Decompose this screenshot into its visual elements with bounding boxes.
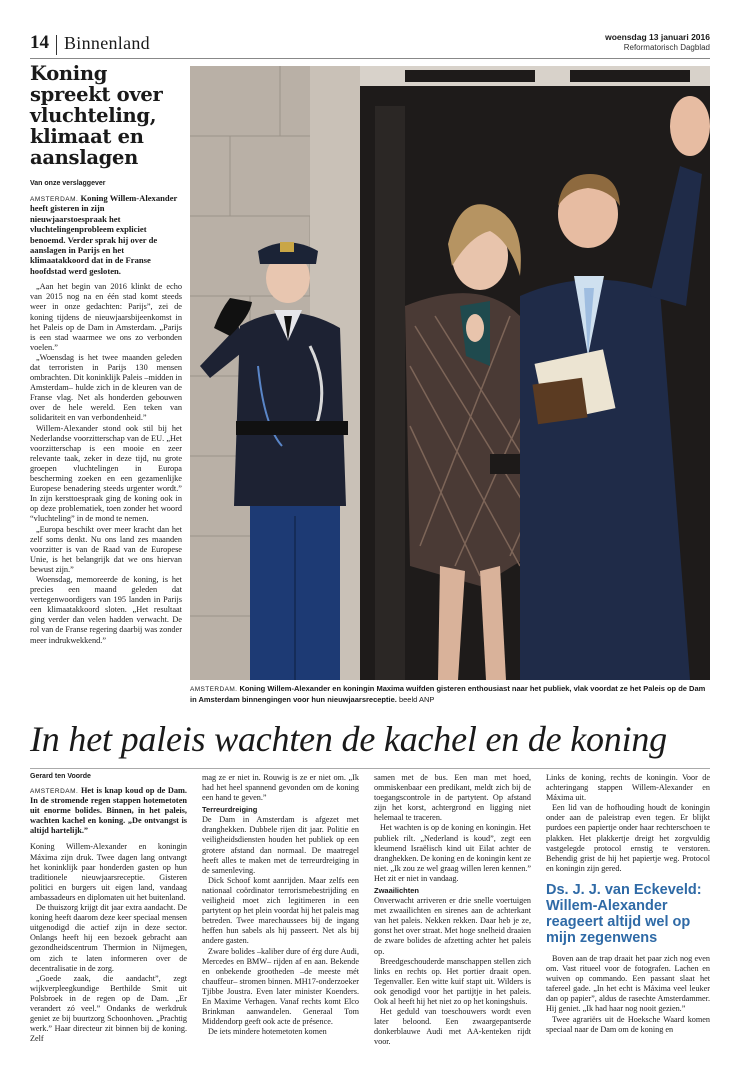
lead-text: Koning Willem-Alexander heeft gisteren in zijn nieuwjaarstoespraak het vluchtelingenprobleem expliciet benoemd. Verder sprak hij over de aanslagen in Parijs en het klimaatakkoord dat in de Franse hoofdstad werd gesloten. bbox=[30, 193, 178, 276]
article-koning-spreekt bbox=[30, 63, 182, 646]
paragraph: Het wachten is op de koning en koningin. Het publiek rilt. „Nederland is koud”, zegt een kleumend Israëlisch kind uit Eilat achter de dranghekken. De koning en de koningin kent ze niet. „Ik zou ze wel graag willen leren kennen.” Het zit er niet in vandaag. bbox=[374, 823, 531, 883]
header-separator bbox=[56, 35, 57, 55]
feature-lead bbox=[30, 786, 187, 836]
dateline: AMSTERDAM. bbox=[30, 788, 79, 795]
paragraph: Breedgeschouderde manschappen stellen zich links en rechts op. Het portier draait open. Tegenvaller. Een witte kuif stapt uit. Wilders is ook genodigd voor het partijtje in het paleis. Ook al heeft hij het niet zo op het koningshuis. bbox=[374, 956, 531, 1006]
news-photo bbox=[190, 66, 710, 680]
feature-column-1 bbox=[30, 773, 187, 1044]
article-body bbox=[30, 282, 182, 645]
paragraph: De iets mindere hotemetoten komen bbox=[208, 1027, 327, 1037]
paragraph: „Woensdag is het twee maanden geleden dat terroristen in Parijs 130 mensen ombrachten. Dit koninklijk Paleis –midden in Amsterdam– hulde zich in de kleuren van de Franse vlag. Net als honderden gebouwen over de hele wereld. Een teken van solidariteit en van verbondenheid.” bbox=[30, 352, 182, 423]
feature-byline: Gerard ten Voorde bbox=[30, 773, 91, 780]
page-number: 14 bbox=[30, 32, 49, 53]
issue-date: woensdag 13 januari 2016 bbox=[605, 32, 710, 42]
paragraph: „Aan het begin van 2016 klinkt de echo van 2015 nog na en één stad komt steeds weer in onze gedachten: Parijs”, zei de koning tijdens de nieuwjaarsbijeenkomst in het Paleis op de Dam in Amsterdam. „Parijs is een stad waarmee we ons zo verbonden voelen.” bbox=[30, 282, 182, 352]
paragraph: Een lid van de hofhouding houdt de koningin onder aan de paleistrap even tegen. Er blijkt purdoes een papiertje onder haar rechterschoen te plakken. Het plakkertje dreigt het zorgvuldig vastgelegde protocol ernstig te verstoren. Behendig grist de hij het papiertje weg. Protocol en koningin zijn gered. bbox=[546, 803, 710, 873]
lead-text: Het is knap koud op de Dam. In de stromende regen stappen hotemetoten uit enorme bolides. Binnen, in het paleis, wachten kachel en koning. „De ontvangst is altijd hartelijk.” bbox=[30, 786, 188, 836]
paragraph: Links de koning, rechts de koningin. Voor de achteringang stappen Willem-Alexander en Máxima uit. bbox=[546, 773, 710, 803]
paragraph: samen met de bus. Een man met hoed, ommiskenbaar een predikant, meldt zich bij de toegangscontrole in de partytent. Op afstand zijn het korst, achtergrond en ligging niet helemaal te traceren. bbox=[374, 773, 531, 823]
paragraph: Willem-Alexander stond ook stil bij het Nederlandse voorzitterschap van de EU. „Het voorzitterschap is een mooie en zeer relevante taak, zeker in deze tijd, nu grote groepen vluchtelingen in Europa bescherming zoeken en een gezamenlijke Europese benadering steeds urgenter wordt.” In zijn kersttoespraak ging de koning ook in op deze problematiek, toen zonder het woord “vluchteling” in de mond te nemen. bbox=[30, 423, 182, 524]
subheading: Zwaailichten bbox=[374, 886, 420, 896]
section-title: Binnenland bbox=[64, 33, 150, 53]
feature-headline: In het paleis wachten de kachel en de koning bbox=[30, 719, 667, 759]
article-headline: Koning spreekt over vluchteling, klimaat en aanslagen bbox=[30, 62, 163, 169]
paragraph: Dick Schoof komt aanrijden. Maar zelfs een nationaal coördinator terrorismebestrijding en veiligheid moet zich legitimeren in een partytent op het plein voordat hij het paleis mag betreden. Twee marechaussees bij de ingang heffen hun sabels als hij passeert. Net als bij andere gasten. bbox=[202, 875, 359, 946]
photo-credit: beeld ANP bbox=[398, 695, 435, 704]
feature-column-3 bbox=[374, 773, 531, 1047]
paragraph: Koning Willem-Alexander en koningin Máxima zijn druk. Twee dagen lang ontvangt het koninklijk paar honderden gasten op hun traditionele nieuwjaarsreceptie. Gisteren politici en burgers uit eigen land, vandaag ambassadeurs en diplomaten uit het buitenland. bbox=[30, 842, 187, 902]
photo-caption bbox=[190, 684, 710, 705]
dateline: AMSTERDAM. bbox=[30, 196, 79, 203]
headline-rule bbox=[30, 768, 710, 769]
feature-column-2 bbox=[202, 773, 359, 1037]
paragraph: Zware bolides –kaliber dure of érg dure Audi, Mercedes en BMW– rijden af en aan. Bekende en onbekende grootheden –de meeste mét chauffeur– stromen binnen. MH17-onderzoeker Tjibbe Joustra. Even later minister Koenders. En Maxime Verhagen. Vanaf rechts komt Elco Brinkman aanwandelen. Generaal Tom Middendorp geeft ook acte de présence. bbox=[202, 946, 359, 1027]
header-rule bbox=[30, 58, 710, 59]
paragraph: Boven aan de trap draait het paar zich nog even om. Vast ritueel voor de fotografen. Lachen en wuiven op commando. Een passant slaat het tafereel gade. „In het echt is Máxima veel leuker dan op papier”, aldus de rasechte Amsterdammer. Hij geniet. „Ik had haar nog nooit gezien.” bbox=[546, 953, 710, 1014]
paragraph: mag ze er niet in. Rouwig is ze er niet om. „Ik had het heel spannend gevonden om de koning een hand te geven.” bbox=[202, 773, 359, 803]
paragraph: Twee agrariërs uit de Hoeksche Waard komen speciaal naar de Dam om de koning en bbox=[546, 1014, 710, 1034]
paragraph: „Goede zaak, die aandacht”, zegt wijkverpleegkundige Berthilde Smit uit Polsbroek in de regen op de Dam. „Er verandert zó veel.” Ondanks de werkdruk geniet ze bij buurtzorg Schoonhoven. „Prachtig werk.” Haar directeur zit binnen bij de koning. Zelf bbox=[30, 973, 187, 1044]
paragraph: Woensdag, memoreerde de koning, is het precies een maand geleden dat vertegenwoordigers van 195 landen in Parijs een klimaatakkoord sloten. „Het resultaat ging verder dan velen hadden verwacht. De rol van de Franse regering daarbij was zonder meer indrukwekkend.” bbox=[30, 574, 182, 645]
photo-illustration bbox=[190, 66, 710, 680]
paragraph: De Dam in Amsterdam is afgezet met dranghekken. Dubbele rijen dit jaar. Politie en veiligheidsdiensten houden het publiek op een grotere afstand dan normaal. De maatregel heeft alles te maken met de terreurdreiging in de samenleving. bbox=[202, 815, 359, 875]
subheading: Terreurdreiging bbox=[202, 805, 258, 815]
feature-column-4 bbox=[546, 773, 710, 1035]
article-lead bbox=[30, 193, 182, 276]
caption-text: Koning Willem-Alexander en koningin Maxima wuifden gisteren enthousiast naar het publiek, vlak voordat ze het Paleis op de Dam in Amsterdam binnengingen voor hun nieuwjaarsreceptie. bbox=[190, 684, 706, 704]
paragraph: „Europa beschikt over meer kracht dan het zelf soms denkt. Nu ons land zes maanden voorzitter is van de Raad van de Europese Unie, is het belangrijk dat we ons hiervan bewust zijn.” bbox=[30, 524, 182, 574]
article-byline: Van onze verslaggever bbox=[30, 180, 106, 187]
publication-name: Reformatorisch Dagblad bbox=[623, 43, 710, 52]
caption-dateline: AMSTERDAM. bbox=[190, 686, 238, 693]
paragraph: Onverwacht arriveren er drie snelle voertuigen met zwaailichten en sirenes aan de achterkant van het paleis. Nekken rekken. Daar heb je ze, gonst het over straat. Met hoge snelheid draaien de zware bolides de afzetting achter het paleis op. bbox=[374, 896, 531, 956]
paragraph: Het geduld van toeschouwers wordt even later beloond. Een zwaargepantserde donkerblauwe Audi met AA-kenteken rijdt voor. bbox=[374, 1007, 531, 1047]
paragraph: De thuiszorg krijgt dit jaar extra aandacht. De koning heeft daarom deze keer speciaal mensen uitgenodigd die actief zijn in deze sector. Onlangs heeft hij een bezoek gebracht aan gezondheidscentrum Thermion in Nijmegen, om zich te laten informeren over de decentralisatie in de zorg. bbox=[30, 903, 187, 973]
pull-quote: Ds. J. J. van Eckeveld: Willem-Alexander reageert altijd wel op mijn zegenwens bbox=[546, 881, 702, 946]
